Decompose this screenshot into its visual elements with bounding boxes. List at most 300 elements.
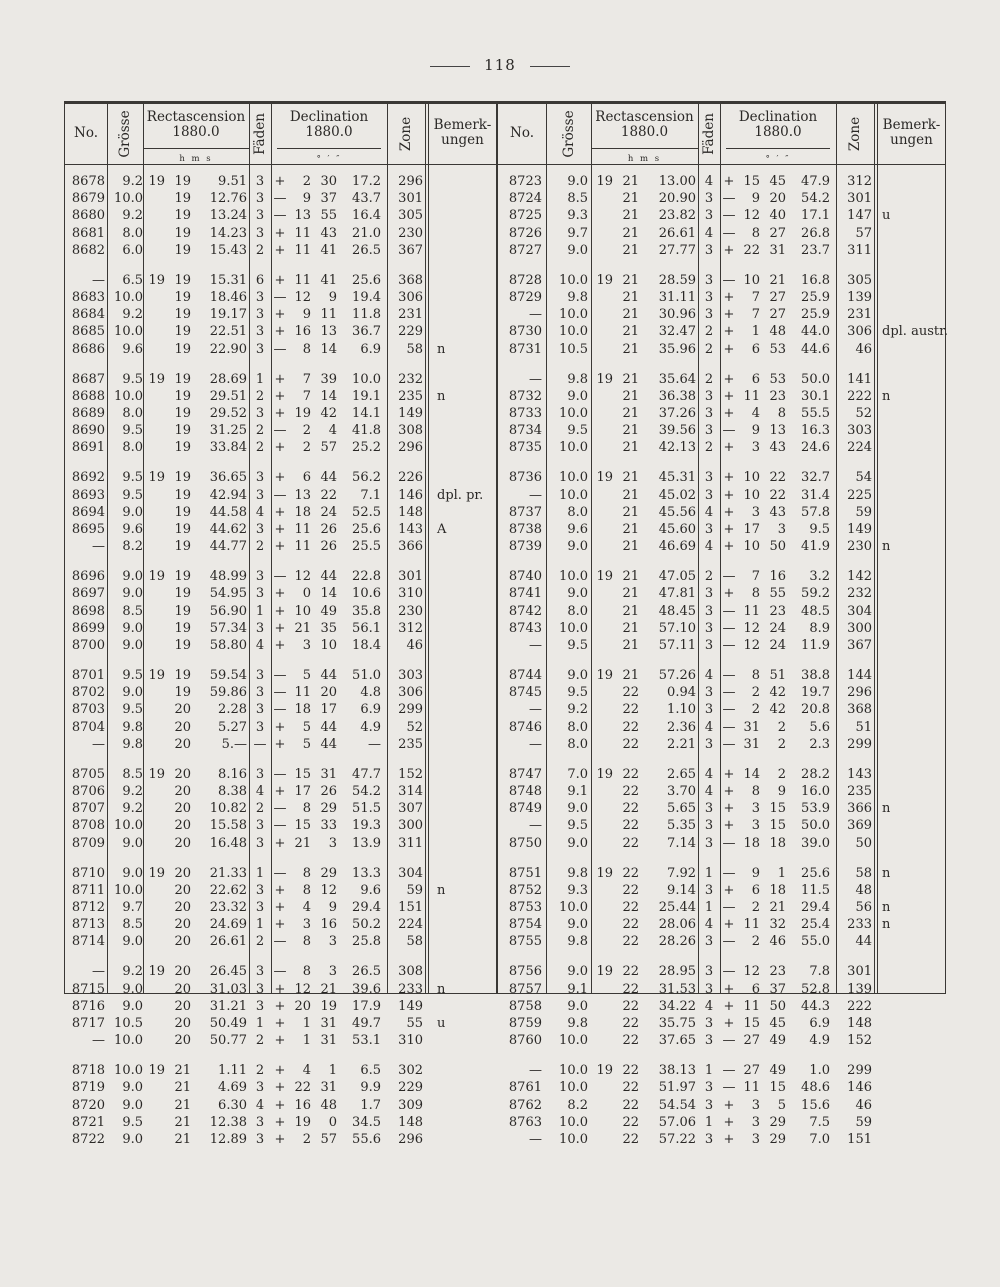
- ra-minutes: 19: [174, 307, 191, 323]
- ra-seconds: 15.31: [209, 272, 247, 288]
- magnitude: 9.0: [567, 388, 588, 404]
- threads: 1: [704, 865, 714, 881]
- dec-sign: —: [273, 341, 287, 357]
- remark: u: [437, 1016, 446, 1031]
- ra-minutes: 21: [622, 174, 639, 189]
- threads: 2: [255, 801, 265, 817]
- dec-arcsec: 54.2: [352, 784, 381, 799]
- dec-arcmin: 16: [769, 569, 786, 585]
- ra-seconds: 31.11: [658, 290, 696, 305]
- magnitude: 9.8: [567, 865, 588, 881]
- magnitude: 10.0: [559, 1114, 588, 1130]
- dec-arcsec: 11.8: [352, 307, 381, 323]
- dec-arcmin: 22: [320, 487, 337, 503]
- zone: 142: [847, 569, 872, 585]
- table-row: [65, 585, 496, 602]
- ra-hours: 19: [596, 865, 613, 881]
- dec-arcmin: 42: [769, 685, 786, 701]
- dec-arcmin: 44: [320, 470, 337, 486]
- remark: dpl. pr.: [437, 487, 484, 503]
- ra-seconds: 48.45: [658, 603, 696, 619]
- zone: 57: [855, 225, 872, 241]
- row-number: 8760: [508, 1033, 542, 1049]
- threads: 3: [255, 569, 265, 585]
- table-row: [498, 1032, 945, 1049]
- remark: n: [437, 388, 446, 404]
- zone: 151: [847, 1132, 872, 1147]
- threads: 3: [255, 702, 265, 718]
- row-number: 8707: [71, 801, 105, 817]
- dec-arcsec: 25.6: [801, 865, 830, 881]
- zone: 306: [398, 685, 423, 701]
- row-number: 8737: [508, 504, 542, 520]
- dec-sign: +: [723, 487, 735, 503]
- ra-seconds: 22.62: [209, 882, 247, 898]
- ra-seconds: 45.02: [658, 487, 696, 503]
- ra-seconds: 42.13: [658, 440, 696, 456]
- threads: 4: [704, 766, 714, 782]
- dec-arcsec: 48.5: [801, 603, 830, 619]
- dec-arcmin: 27: [769, 290, 786, 305]
- threads: 4: [704, 917, 714, 933]
- ra-seconds: 44.58: [209, 504, 247, 520]
- dec-arcmin: 31: [769, 242, 786, 258]
- table-row: [65, 538, 496, 555]
- dec-arcmin: 26: [320, 784, 337, 799]
- dec-sign: +: [274, 225, 286, 241]
- dec-sign: +: [274, 307, 286, 323]
- dec-arcmin: 41: [320, 272, 337, 288]
- dec-sign: —: [722, 702, 736, 718]
- row-number: 8712: [71, 900, 105, 915]
- dec-arcsec: 47.7: [352, 766, 381, 782]
- ra-seconds: 59.54: [209, 668, 247, 683]
- magnitude: 9.2: [122, 964, 143, 980]
- dec-arcmin: 20: [769, 191, 786, 207]
- zone: 58: [855, 865, 872, 881]
- dec-arcsec: 34.5: [352, 1114, 381, 1130]
- table-row: [65, 1097, 496, 1114]
- dec-arcmin: 29: [769, 1114, 786, 1130]
- dec-arcmin: 20: [320, 685, 337, 701]
- magnitude: 9.2: [122, 208, 143, 224]
- table-row: [498, 1062, 945, 1079]
- remark: u: [882, 208, 891, 224]
- row-number: 8759: [508, 1016, 542, 1031]
- dec-arcsec: —: [368, 736, 381, 752]
- dec-sign: —: [722, 865, 736, 881]
- magnitude: 9.3: [567, 208, 588, 224]
- dec-arcmin: 14: [320, 388, 337, 404]
- magnitude: 10.0: [559, 307, 588, 323]
- table-row: [65, 388, 496, 405]
- zone: 229: [398, 1080, 423, 1096]
- ra-seconds: 0.94: [667, 685, 696, 701]
- dec-sign: +: [723, 1114, 735, 1130]
- zone: 310: [398, 586, 423, 602]
- ra-hours: 19: [596, 470, 613, 486]
- dec-degrees: 5: [302, 719, 311, 735]
- row-number: 8734: [508, 423, 542, 439]
- dec-sign: +: [723, 586, 735, 602]
- magnitude: 10.0: [559, 620, 588, 636]
- magnitude: 9.0: [122, 835, 143, 851]
- ra-minutes: 20: [174, 736, 191, 752]
- dec-arcsec: 26.5: [352, 964, 381, 980]
- dec-degrees: 6: [751, 981, 760, 997]
- zone: 303: [398, 668, 423, 683]
- ra-minutes: 21: [622, 586, 639, 602]
- dec-arcmin: 2: [777, 719, 786, 735]
- dec-degrees: 4: [302, 900, 311, 915]
- table-row: [65, 1015, 496, 1032]
- ra-seconds: 7.92: [667, 865, 696, 881]
- ra-seconds: 23.82: [658, 208, 696, 224]
- dec-arcmin: 33: [320, 818, 337, 834]
- dec-arcsec: 25.8: [352, 934, 381, 950]
- dec-degrees: 18: [294, 504, 311, 520]
- dec-degrees: 11: [294, 242, 311, 258]
- threads: 3: [255, 835, 265, 851]
- zone: 222: [847, 998, 872, 1014]
- zone: 301: [847, 191, 872, 207]
- threads: 3: [255, 668, 265, 683]
- ra-seconds: 31.53: [658, 981, 696, 997]
- magnitude: 9.8: [567, 1016, 588, 1031]
- zone: 368: [398, 272, 423, 288]
- row-number: 8715: [71, 981, 105, 997]
- dec-arcmin: 13: [769, 423, 786, 439]
- dec-degrees: 7: [751, 290, 760, 305]
- dec-degrees: 31: [743, 719, 760, 735]
- dec-arcmin: 8: [777, 406, 786, 421]
- dec-degrees: 13: [294, 487, 311, 503]
- dec-arcmin: 26: [320, 539, 337, 555]
- magnitude: 9.5: [122, 702, 143, 718]
- ra-minutes: 19: [174, 470, 191, 486]
- dec-sign: +: [274, 603, 286, 619]
- ra-minutes: 21: [622, 539, 639, 555]
- dec-arcmin: 44: [320, 569, 337, 585]
- dec-arcmin: 15: [769, 818, 786, 834]
- dec-arcmin: 37: [320, 191, 337, 207]
- row-number: 8726: [508, 225, 542, 241]
- ra-minutes: 19: [174, 324, 191, 340]
- dec-arcmin: 21: [769, 900, 786, 915]
- dec-sign: —: [273, 702, 287, 718]
- table-row: [498, 963, 945, 980]
- magnitude: 9.0: [122, 586, 143, 602]
- table-row: [498, 620, 945, 637]
- dec-sign: —: [722, 835, 736, 851]
- table-row: [498, 207, 945, 224]
- row-number: 8750: [508, 835, 542, 851]
- dec-arcsec: 25.6: [352, 272, 381, 288]
- dec-degrees: 12: [743, 620, 760, 636]
- dec-sign: —: [273, 766, 287, 782]
- dec-arcsec: 6.5: [360, 1063, 381, 1079]
- magnitude: 9.3: [567, 882, 588, 898]
- table-row: [65, 1032, 496, 1049]
- ra-minutes: 19: [174, 586, 191, 602]
- dec-degrees: 18: [294, 702, 311, 718]
- dec-arcsec: 39.6: [352, 981, 381, 997]
- dec-arcmin: 29: [320, 865, 337, 881]
- dec-arcsec: 53.9: [801, 801, 830, 817]
- magnitude: 9.0: [567, 801, 588, 817]
- dec-degrees: 7: [302, 388, 311, 404]
- magnitude: 9.0: [567, 539, 588, 555]
- zone: 230: [398, 603, 423, 619]
- table-row: [498, 388, 945, 405]
- threads: 3: [704, 736, 714, 752]
- row-number: —: [529, 307, 542, 323]
- magnitude: 9.2: [122, 307, 143, 323]
- header-rectascension: Rectascension: [146, 109, 246, 125]
- dec-sign: +: [274, 1080, 286, 1096]
- dec-arcsec: 35.8: [352, 603, 381, 619]
- threads: 3: [255, 766, 265, 782]
- ra-minutes: 22: [622, 736, 639, 752]
- row-number: 8706: [71, 784, 105, 799]
- magnitude: 9.6: [567, 522, 588, 537]
- ra-minutes: 22: [622, 685, 639, 701]
- dec-degrees: 3: [751, 801, 760, 817]
- magnitude: 10.0: [559, 1063, 588, 1079]
- threads: 4: [704, 539, 714, 555]
- dec-arcmin: 55: [769, 586, 786, 602]
- dec-arcmin: 27: [769, 307, 786, 323]
- row-number: 8739: [508, 539, 542, 555]
- row-number: 8761: [508, 1080, 542, 1096]
- dec-degrees: 8: [302, 964, 311, 980]
- ra-minutes: 21: [622, 603, 639, 619]
- dec-sign: +: [723, 406, 735, 421]
- threads: 3: [704, 882, 714, 898]
- row-number: 8704: [71, 719, 105, 735]
- ra-seconds: 56.90: [209, 603, 247, 619]
- dec-sign: +: [274, 981, 286, 997]
- dec-degrees: 12: [294, 290, 311, 305]
- ra-seconds: 13.24: [209, 208, 247, 224]
- ra-minutes: 22: [622, 1063, 639, 1079]
- table-row: [498, 1079, 945, 1096]
- zone: 301: [847, 964, 872, 980]
- table-row: [65, 272, 496, 289]
- zone: 232: [398, 371, 423, 387]
- table-row: [498, 568, 945, 585]
- dec-sign: +: [723, 341, 735, 357]
- dec-degrees: 1: [302, 1033, 311, 1049]
- row-number: 8740: [508, 569, 542, 585]
- dec-arcmin: 57: [320, 440, 337, 456]
- zone: 300: [847, 620, 872, 636]
- ra-minutes: 22: [622, 818, 639, 834]
- table-row: [498, 469, 945, 486]
- magnitude: 9.0: [567, 668, 588, 683]
- ra-minutes: 21: [622, 341, 639, 357]
- zone: 46: [406, 638, 423, 653]
- table-row: [65, 487, 496, 504]
- table-row: [498, 1097, 945, 1114]
- ra-seconds: 31.25: [209, 423, 247, 439]
- dec-arcsec: 25.2: [352, 440, 381, 456]
- ra-seconds: 57.26: [658, 668, 696, 683]
- dec-sign: +: [723, 766, 735, 782]
- ra-minutes: 21: [174, 1114, 191, 1130]
- threads: 2: [704, 569, 714, 585]
- ra-minutes: 21: [622, 388, 639, 404]
- dec-arcsec: 8.9: [809, 620, 830, 636]
- row-number: 8700: [71, 638, 105, 653]
- zone: 308: [398, 423, 423, 439]
- ra-minutes: 19: [174, 290, 191, 305]
- dec-arcsec: 7.0: [809, 1132, 830, 1147]
- header-bemerkungen: Bemerk- ungen: [882, 117, 941, 148]
- ra-seconds: 45.31: [658, 470, 696, 486]
- dec-arcmin: 18: [769, 835, 786, 851]
- zone: 301: [398, 191, 423, 207]
- ra-seconds: 54.54: [658, 1097, 696, 1113]
- magnitude: 9.0: [122, 998, 143, 1014]
- row-number: 8752: [508, 882, 542, 898]
- zone: 148: [398, 504, 423, 520]
- magnitude: 10.0: [559, 1080, 588, 1096]
- ra-seconds: 45.56: [658, 504, 696, 520]
- catalog-table-left: [64, 101, 497, 1147]
- zone: 299: [847, 736, 872, 752]
- row-number: 8687: [71, 371, 105, 387]
- dec-arcsec: 13.3: [352, 865, 381, 881]
- ra-minutes: 20: [174, 1033, 191, 1049]
- dec-arcsec: 16.8: [801, 272, 830, 288]
- dec-degrees: 3: [751, 1097, 760, 1113]
- dec-sign: —: [722, 964, 736, 980]
- row-number: 8716: [71, 998, 105, 1014]
- magnitude: 9.0: [122, 569, 143, 585]
- row-number: 8711: [71, 882, 105, 898]
- ra-seconds: 26.45: [209, 964, 247, 980]
- magnitude: 10.0: [559, 324, 588, 340]
- dec-degrees: 7: [751, 569, 760, 585]
- dec-arcmin: 53: [769, 341, 786, 357]
- remark: n: [882, 865, 891, 881]
- zone: 56: [855, 900, 872, 915]
- table-row: [65, 207, 496, 224]
- dec-degrees: 12: [743, 638, 760, 653]
- dec-arcmin: 42: [769, 702, 786, 718]
- row-number: 8756: [508, 964, 542, 980]
- ra-minutes: 19: [174, 423, 191, 439]
- zone: 299: [398, 702, 423, 718]
- dec-degrees: 22: [294, 1080, 311, 1096]
- row-number: 8727: [508, 242, 542, 258]
- magnitude: 9.8: [567, 371, 588, 387]
- table-header: [65, 104, 496, 165]
- ra-minutes: 21: [622, 668, 639, 683]
- ra-minutes: 21: [174, 1063, 191, 1079]
- ra-minutes: 19: [174, 242, 191, 258]
- ra-minutes: 20: [174, 766, 191, 782]
- ra-seconds: 5.65: [667, 801, 696, 817]
- ra-hours: 19: [148, 964, 165, 980]
- ra-seconds: 45.60: [658, 522, 696, 537]
- ra-minutes: 19: [174, 603, 191, 619]
- header-groesse: Grösse: [117, 110, 133, 158]
- dec-degrees: 8: [751, 784, 760, 799]
- magnitude: 10.5: [114, 1016, 143, 1031]
- dec-degrees: 5: [302, 668, 311, 683]
- dec-degrees: 2: [302, 440, 311, 456]
- zone: 233: [847, 917, 872, 933]
- magnitude: 8.5: [567, 191, 588, 207]
- threads: 4: [704, 784, 714, 799]
- magnitude: 8.2: [122, 539, 143, 555]
- threads: 3: [255, 324, 265, 340]
- dec-degrees: 0: [302, 586, 311, 602]
- dec-arcmin: 35: [320, 620, 337, 636]
- ra-minutes: 21: [622, 225, 639, 241]
- row-number: 8680: [71, 208, 105, 224]
- magnitude: 9.8: [122, 719, 143, 735]
- zone: 311: [847, 242, 872, 258]
- ra-minutes: 19: [174, 272, 191, 288]
- dec-arcmin: 44: [320, 719, 337, 735]
- dec-arcsec: 32.7: [801, 470, 830, 486]
- dec-arcmin: 50: [769, 998, 786, 1014]
- magnitude: 9.0: [567, 998, 588, 1014]
- dec-arcsec: 47.9: [801, 174, 830, 189]
- zone: 304: [398, 865, 423, 881]
- row-number: 8738: [508, 522, 542, 537]
- zone: 58: [406, 341, 423, 357]
- magnitude: 9.0: [567, 242, 588, 258]
- dec-arcmin: 15: [769, 801, 786, 817]
- row-number: 8714: [71, 934, 105, 950]
- table-row: [65, 341, 496, 358]
- zone: 46: [855, 341, 872, 357]
- dec-arcmin: 26: [320, 522, 337, 537]
- threads: 3: [255, 964, 265, 980]
- table-row: [498, 701, 945, 718]
- dec-sign: —: [722, 638, 736, 653]
- ra-seconds: 3.70: [667, 784, 696, 799]
- dec-arcmin: 1: [328, 1063, 337, 1079]
- dec-sign: +: [274, 371, 286, 387]
- dec-arcmin: 50: [769, 539, 786, 555]
- dec-arcmin: 23: [769, 964, 786, 980]
- table-row: [498, 306, 945, 323]
- dec-arcsec: 50.0: [801, 818, 830, 834]
- threads: 3: [704, 1080, 714, 1096]
- row-number: 8736: [508, 470, 542, 486]
- dec-arcmin: 13: [320, 324, 337, 340]
- dec-arcmin: 2: [777, 766, 786, 782]
- dec-arcsec: 26.5: [352, 242, 381, 258]
- ra-seconds: 2.36: [667, 719, 696, 735]
- ra-hours: 19: [148, 865, 165, 881]
- dec-arcsec: 10.6: [352, 586, 381, 602]
- ra-seconds: 5.—: [221, 736, 247, 752]
- header-faeden: Fäden: [701, 113, 717, 155]
- dec-arcsec: 55.6: [352, 1132, 381, 1147]
- ra-seconds: 39.56: [658, 423, 696, 439]
- dec-arcmin: 16: [320, 917, 337, 933]
- table-row: [498, 766, 945, 783]
- dec-arcsec: 26.8: [801, 225, 830, 241]
- ra-seconds: 26.61: [658, 225, 696, 241]
- row-number: —: [92, 539, 105, 555]
